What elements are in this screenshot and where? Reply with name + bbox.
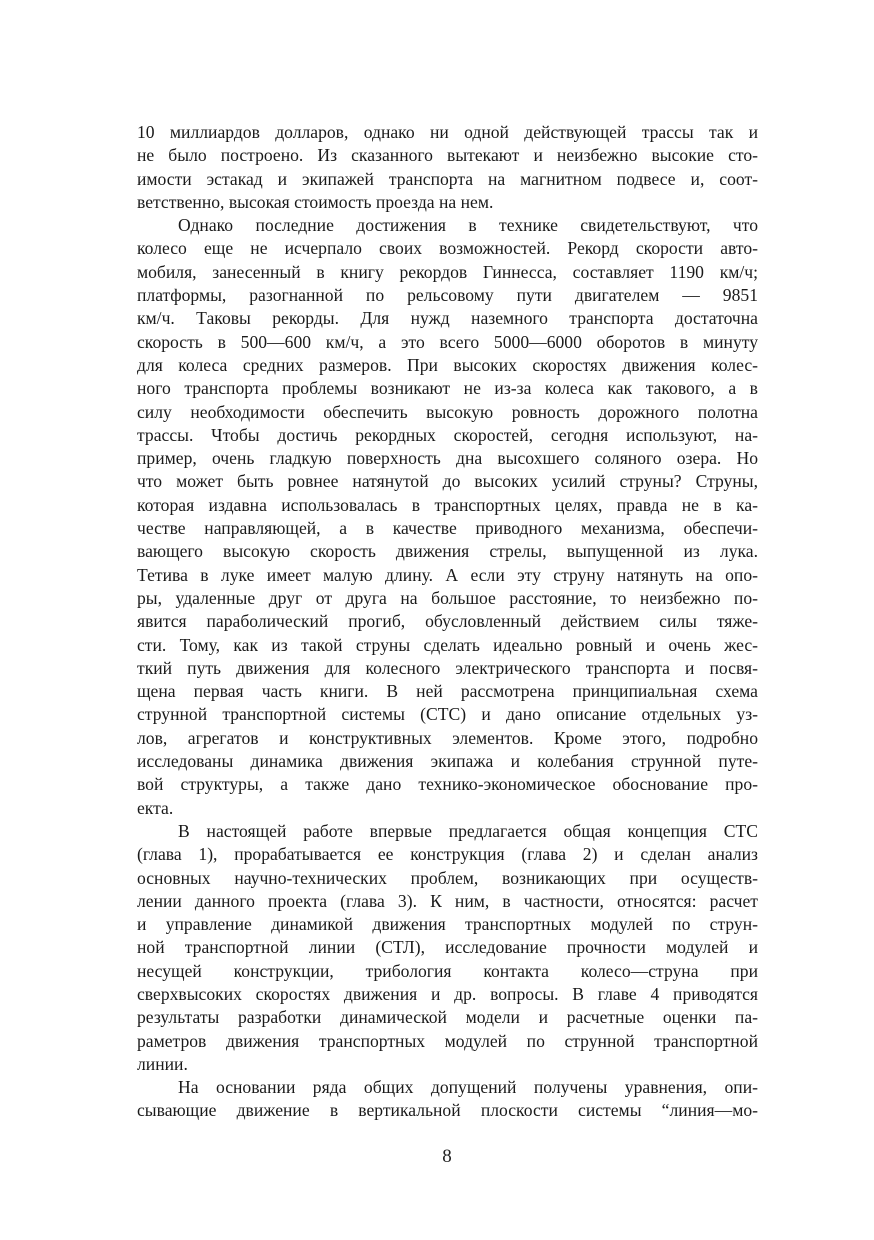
text-line: не было построено. Из сказанного вытекают и неизбежно высокие сто-: [137, 145, 758, 166]
text-line: ры, удаленные друг от друга на большое расстояние, то неизбежно по-: [137, 587, 758, 608]
text-line: Однако последние достижения в технике свидетельствуют, что: [178, 215, 758, 236]
text-line: лов, агрегатов и конструктивных элементов. Кроме этого, подробно: [137, 727, 758, 748]
text-line: платформы, разогнанной по рельсовому пути двигателем — 9851: [137, 285, 758, 306]
text-line: и управление динамикой движения транспортных модулей по струн-: [137, 914, 758, 935]
text-line: сти. Тому, как из такой струны сделать идеально ровный и очень жес-: [137, 634, 758, 655]
text-line: трассы. Чтобы достичь рекордных скоростей, сегодня используют, на-: [137, 424, 758, 445]
text-line: пример, очень гладкую поверхность дна высохшего соляного озера. Но: [137, 448, 758, 469]
text-line: явится параболический прогиб, обусловленный действием силы тяже-: [137, 611, 758, 632]
text-line: ветственно, высокая стоимость проезда на нем.: [137, 191, 494, 212]
paragraph: [137, 1076, 758, 1123]
text-line: Тетива в луке имеет малую длину. А если эту струну натянуть на опо-: [137, 564, 758, 585]
text-line: что может быть ровнее натянутой до высоких усилий струны? Струны,: [137, 471, 758, 492]
text-line: скорость в 500—600 км/ч, а это всего 5000—6000 оборотов в минуту: [137, 331, 758, 352]
text-line: основных научно-технических проблем, возникающих при осуществ-: [137, 867, 758, 888]
text-line: На основании ряда общих допущений получены уравнения, опи-: [178, 1077, 758, 1098]
text-line: вающего высокую скорость движения стрелы, выпущенной из лука.: [137, 541, 758, 562]
text-line: для колеса средних размеров. При высоких скоростях движения колес-: [137, 354, 758, 375]
text-line: сывающие движение в вертикальной плоскости системы “линия—мо-: [137, 1100, 758, 1121]
text-line: исследованы динамика движения экипажа и колебания струнной путе-: [137, 751, 758, 772]
text-line: щена первая часть книги. В ней рассмотрена принципиальная схема: [137, 681, 758, 702]
text-line: лении данного проекта (глава 3). К ним, в частности, относятся: расчет: [137, 890, 758, 911]
text-line: линии.: [137, 1053, 188, 1074]
text-line: мобиля, занесенный в книгу рекордов Гиннесса, составляет 1190 км/ч;: [137, 261, 758, 282]
page-number: 8: [442, 1146, 452, 1167]
text-line: 10 миллиардов долларов, однако ни одной действующей трассы так и: [137, 122, 758, 142]
text-line: честве направляющей, а в качестве приводного механизма, обеспечи-: [137, 518, 758, 539]
text-line: В настоящей работе впервые предлагается общая концепция СТС: [178, 820, 758, 841]
text-line: км/ч. Таковы рекорды. Для нужд наземного транспорта достаточна: [137, 308, 758, 329]
text-line: несущей конструкции, трибология контакта колесо—струна при: [137, 960, 758, 981]
text-line: силу необходимости обеспечить высокую ровность дорожного полотна: [137, 401, 758, 422]
text-line: (глава 1), прорабатывается ее конструкция (глава 2) и сделан анализ: [137, 844, 758, 865]
text-line: имости эстакад и экипажей транспорта на магнитном подвесе и, соот-: [137, 168, 758, 189]
page-body: [137, 121, 758, 1123]
text-line: сверхвысоких скоростях движения и др. вопросы. В главе 4 приводятся: [137, 983, 758, 1004]
paragraph: [137, 214, 758, 820]
text-line: ного транспорта проблемы возникают не из-за колеса как такового, а в: [137, 378, 758, 399]
text-line: ной транспортной линии (СТЛ), исследование прочности модулей и: [137, 937, 758, 958]
text-line: екта.: [137, 797, 174, 818]
text-line: ткий путь движения для колесного электрического транспорта и посвя-: [137, 657, 758, 678]
text-line: струнной транспортной системы (СТС) и дано описание отдельных уз-: [137, 704, 758, 725]
text-line: результаты разработки динамической модели и расчетные оценки па-: [137, 1007, 758, 1028]
text-line: которая издавна использовалась в транспортных целях, правда не в ка-: [137, 494, 758, 515]
paragraph: [137, 820, 758, 1076]
text-line: раметров движения транспортных модулей по струнной транспортной: [137, 1030, 758, 1051]
text-line: колесо еще не исчерпало своих возможностей. Рекорд скорости авто-: [137, 238, 758, 259]
text-line: вой структуры, а также дано технико-экономическое обоснование про-: [137, 774, 758, 795]
paragraph: [137, 121, 758, 214]
